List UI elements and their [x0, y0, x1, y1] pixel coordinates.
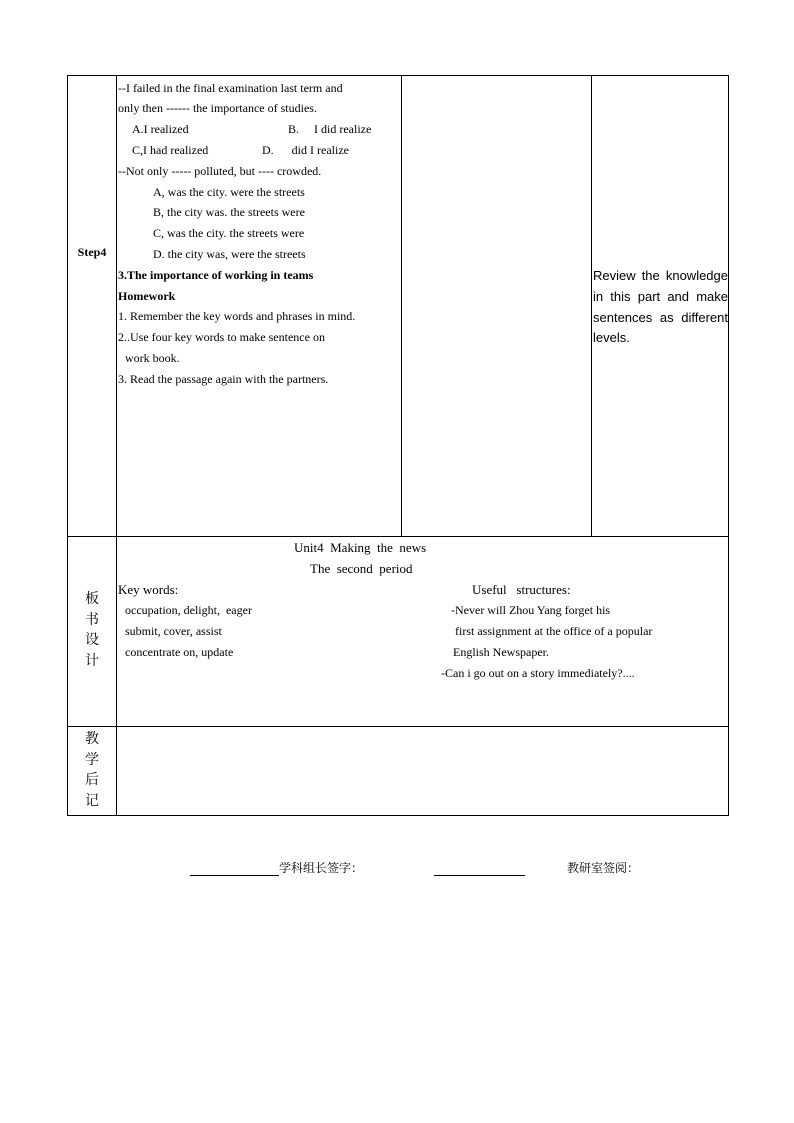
- structure-line: first assignment at the office of a popular: [455, 624, 653, 638]
- exercise-line: --Not only ----- polluted, but ---- crowded.: [118, 164, 322, 178]
- key-word-line: occupation, delight, eager: [125, 603, 252, 617]
- key-words-heading: Key words:: [118, 582, 179, 597]
- structure-line: -Can i go out on a story immediately?....: [441, 666, 635, 680]
- structures-heading: Useful structures:: [472, 582, 571, 597]
- subject-leader-signature: [190, 859, 363, 876]
- step4-label: Step4: [77, 245, 107, 259]
- exercise-option: C, was the city. the streets were: [153, 226, 305, 240]
- exercise-option: B, the city was. the streets were: [153, 205, 305, 219]
- table-border-bottom: [67, 815, 729, 816]
- table-divider-label-column: [116, 75, 117, 816]
- exercise-line: --I failed in the final examination last term and: [118, 81, 343, 95]
- homework-heading: Homework: [118, 289, 176, 303]
- exercise-option: A.I realized: [132, 122, 189, 136]
- homework-item: work book.: [125, 351, 180, 365]
- exercise-option: D. did I realize: [262, 143, 349, 157]
- table-divider-purpose-column: [591, 75, 592, 537]
- board-subtitle: The second period: [310, 561, 413, 576]
- subject-leader-signature-label: 学科组长签字：: [279, 861, 364, 875]
- subject-leader-signature-blank: [190, 861, 279, 876]
- section-heading: 3.The importance of working in teams: [118, 268, 314, 282]
- exercise-option: D. the city was, were the streets: [153, 247, 306, 261]
- structure-line: -Never will Zhou Yang forget his: [451, 603, 611, 617]
- exercise-option: A, was the city. were the streets: [153, 185, 305, 199]
- research-office-signature: [434, 859, 639, 876]
- exercise-option: B. I did realize: [288, 122, 372, 136]
- board-title: Unit4 Making the news: [294, 540, 427, 555]
- exercise-line: only then ------ the importance of studies.: [118, 101, 317, 115]
- table-border-right: [728, 75, 729, 816]
- table-divider-activity-column: [401, 75, 402, 537]
- research-office-signature-label: 教研室签阅：: [567, 861, 640, 875]
- homework-item: 3. Read the passage again with the partners.: [118, 372, 329, 386]
- structure-line: English Newspaper.: [453, 645, 549, 659]
- teaching-reflection-label: 教 学 后 记: [85, 731, 99, 809]
- table-divider-step4-board: [67, 536, 729, 537]
- exercise-option: C,I had realized: [132, 143, 209, 157]
- table-border-top: [67, 75, 729, 76]
- homework-item: 1. Remember the key words and phrases in mind.: [118, 309, 356, 323]
- key-word-line: submit, cover, assist: [125, 624, 222, 638]
- table-border-left: [67, 75, 68, 816]
- key-word-line: concentrate on, update: [125, 645, 234, 659]
- research-office-signature-blank: [434, 861, 525, 876]
- step4-purpose-text: Review the knowledge in this part and make sentences as different levels.: [593, 268, 728, 346]
- table-divider-board-reflection: [67, 726, 729, 727]
- board-design-label: 板 书 设 计: [85, 591, 99, 669]
- homework-item: 2..Use four key words to make sentence on: [118, 330, 325, 344]
